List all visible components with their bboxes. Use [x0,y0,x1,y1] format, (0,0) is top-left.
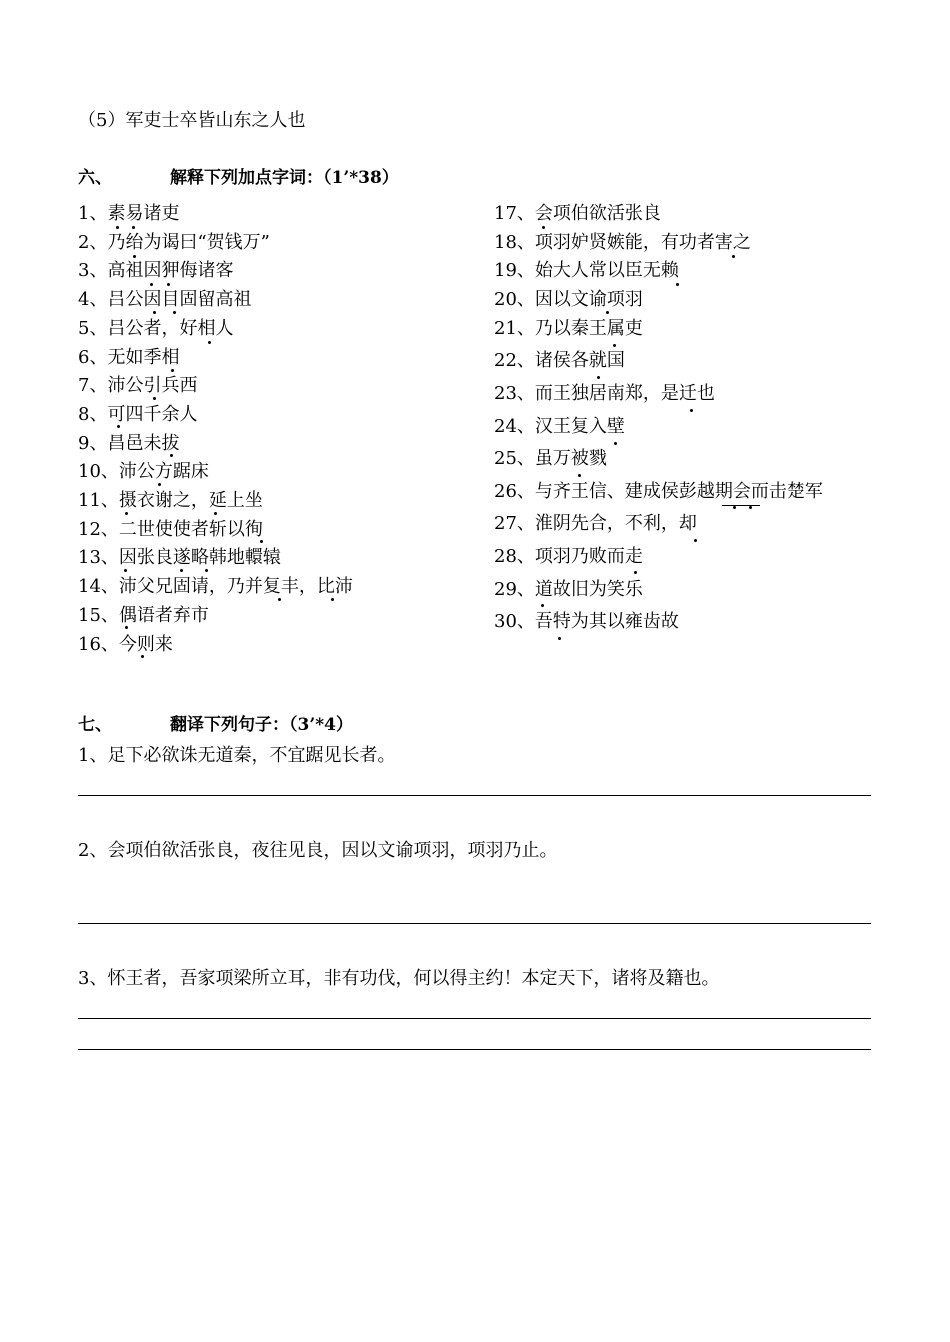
vocab-item: 5、吕公者，好相人 [78,317,234,339]
vocab-item: 8、可四千余人 [78,403,198,425]
sentence-3: 3、怀王者，吾家项梁所立耳，非有功伐，何以得主约！本定天下，诸将及籍也。 [78,968,720,989]
vocab-item: 20、因以文谕项羽 [494,289,643,311]
answer-line [78,923,871,924]
vocab-item: 13、因张良遂略韩地轘辕 [78,547,281,569]
vocab-item: 21、乃以秦王属吏 [494,317,643,339]
vocab-item: 2、乃绐为谒曰“贺钱万” [78,231,270,253]
section-6-title: 解释下列加点字词：（1’*38） [170,168,399,188]
vocab-item: 22、诸侯各就国 [494,350,625,372]
vocab-item: 1、素易诸吏 [78,203,180,224]
top-item: （5）军吏士卒皆山东之人也 [78,110,306,131]
section-7-number: 七、 [78,715,112,735]
vocab-item: 25、虽万被戮 [494,448,607,470]
answer-line [78,1018,871,1019]
vocab-item: 28、项羽乃败而走 [494,546,643,567]
vocab-item: 29、道故旧为笑乐 [494,578,643,600]
vocab-item: 14、沛父兄固请，乃并复丰，比沛 [78,576,353,598]
sentence-1: 1、足下必欲诛无道秦，不宜踞见长者。 [78,745,396,766]
vocab-item: 27、淮阴先合，不利，却 [494,513,697,535]
section-6-number: 六、 [78,168,112,188]
vocab-item: 12、二世使使者斩以徇 [78,518,263,540]
vocab-item: 7、沛公引兵西 [78,375,198,397]
vocab-item: 24、汉王复入壁 [494,415,625,437]
vocab-item: 23、而王独居南郑，是迁也 [494,383,715,404]
vocab-item: 30、吾特为其以雍齿故 [494,611,679,633]
sentence-2: 2、会项伯欲活张良，夜往见良，因以文谕项羽，项羽乃止。 [78,840,558,861]
vocab-item: 18、项羽妒贤嫉能，有功者害之 [494,231,751,253]
vocab-item: 9、昌邑未拔 [78,432,180,454]
section-7-title: 翻译下列句子：（3’*4） [170,715,353,735]
vocab-item: 11、摄衣谢之，延上坐 [78,490,263,511]
vocab-item: 10、沛公方踞床 [78,461,209,483]
vocab-item: 4、吕公因目固留高祖 [78,289,252,311]
answer-line [78,1049,871,1050]
section-6-heading [78,167,399,189]
vocab-item: 6、无如季相 [78,346,180,368]
vocab-item: 15、偶语者弃市 [78,604,209,626]
answer-line [78,795,871,796]
vocab-item: 16、今则来 [78,633,173,655]
vocab-item: 17、会项伯欲活张良 [494,203,661,224]
vocab-item: 3、高祖因狎侮诸客 [78,260,234,282]
vocab-item: 19、始大人常以臣无赖 [494,260,679,282]
vocab-item: 26、与齐王信、建成侯彭越期会而击楚军 [494,480,823,502]
section-7-heading [78,714,353,736]
